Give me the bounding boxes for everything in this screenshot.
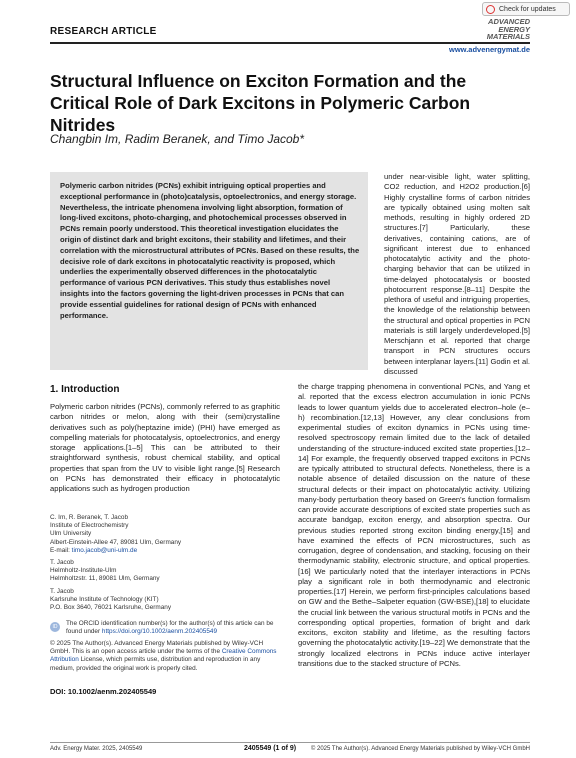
orcid-note xyxy=(66,620,280,636)
header-divider xyxy=(50,42,530,44)
cc-license-link[interactable]: Creative Commons Attribution xyxy=(50,648,277,664)
affiliation-line: C. Im, R. Beranek, T. Jacob xyxy=(50,514,129,521)
affiliation-line: Ulm University xyxy=(50,530,92,538)
author-list: Changbin Im, Radim Beranek, and Timo Jacob* xyxy=(50,132,305,146)
footer-copyright: © 2025 The Author(s). Advanced Energy Materials published by Wiley-VCH GmbH xyxy=(310,746,530,752)
affiliation-line: Helmholtzstr. 11, 89081 Ulm, Germany xyxy=(50,575,160,583)
email-link[interactable]: timo.jacob@uni-ulm.de xyxy=(71,546,138,554)
copyright-notice xyxy=(50,640,280,673)
logo-line: ENERGY xyxy=(498,24,530,34)
orcid-doi-link[interactable]: https://doi.org/10.1002/aenm.202405549 xyxy=(101,628,218,636)
affiliation-line: Helmholtz-Institute-Ulm xyxy=(50,567,117,575)
article-title: Structural Influence on Exciton Formation and the Critical Role of Dark Excitons in Polymeric Carbon Nitrides xyxy=(50,71,471,135)
logo-line: MATERIALS xyxy=(486,32,530,41)
affiliation-line: P.O. Box 3640, 76021 Karlsruhe, Germany xyxy=(50,604,172,612)
refresh-icon xyxy=(486,5,495,14)
affiliation-line: T. Jacob xyxy=(50,559,74,567)
check-for-updates-label: Check for updates xyxy=(499,6,556,13)
email-label: E-mail: xyxy=(50,546,70,554)
orcid-text: The ORCID identification number(s) for the author(s) of this article can be found under xyxy=(66,620,274,636)
footer-page-number: 2405549 (1 of 9) xyxy=(244,745,297,752)
check-for-updates-badge[interactable] xyxy=(482,2,570,16)
footer-citation: Adv. Energy Mater. 2025, 2405549 xyxy=(50,746,143,752)
abstract-text: Polymeric carbon nitrides (PCNs) exhibit intriguing optical properties and exceptional performance in (photo)catalysis, optoelectronics, and energy storage. Nevertheless, the intricate phenomena involving light absorption, formation of long-lived excitons, photo-charging, and photochemical processes observed in PCNs remain poorly understood. This theoretical investigation elucidates the origin of distinct dark and bright excitons, their stability and lifetimes, and their correlation with the microstructural attributes of PCNs. Based on these results, the decisive role of dark excitons in photocatalytic reactivity is proposed, which underlies the experimentally observed differences in the photocatalytic performance of various PCN derivatives. This study thus establishes novel insights into the factors governing the light-driven processes in PCNs that can provide essential guidelines for rational design of PCNs with enhanced performance. xyxy=(60,181,360,320)
article-doi: DOI: 10.1002/aenm.202405549 xyxy=(50,687,157,696)
intro-paragraph-1: Polymeric carbon nitrides (PCNs), commonly referred to as graphitic carbon nitrides or melon, along with their (semi)crystalline derivatives such as poly(heptazine imide) (PHI) have emerged as compelling materials for photocatalysis, optoelectronics, and energy storage applications.[1–5] This can be attributed to their straightforward synthesis, robust chemical stability, and optical properties that span from the UV to visible light range.[5] Research on PCNs has demonstrated their efficacy in photocatalytic applications such as hydrogen production xyxy=(50,402,280,493)
article-type-label: RESEARCH ARTICLE xyxy=(50,26,157,37)
author-affiliations xyxy=(50,514,280,612)
footer-divider xyxy=(50,742,530,743)
orcid-icon: ID xyxy=(50,622,60,632)
affiliation-email-row xyxy=(50,547,280,555)
copyright-pre: © 2025 The Author(s). Advanced Energy Materials published by Wiley-VCH GmbH. This is an open access article under the terms of the xyxy=(50,640,264,656)
intro-column2-top: under near-visible light, water splitting, CO2 reduction, and H2O2 production.[6] Highly crystalline forms of carbon nitrides are typically obtained using molten salt methods, resulting in highly ordered 2D structures.[7] Particularly, these derivatives, containing cations, are of significant interest due to enhanced photocatalytic activity and the photo-charging behavior that can be utilized in time-delayed photocatalysis or boosted photocurrent response.[8–11] Despite the plethora of useful and intriguing properties, the knowledge of the relationship between the structural and optical properties in PCN materials is still largely underdeveloped.[5] Merschjann et al. reported that charge transport in PCN structures occurs between interplanar layers.[11] Godin et al. discussed xyxy=(384,172,530,376)
journal-url-link[interactable]: www.advenergymat.de xyxy=(449,45,530,54)
logo-line: ADVANCED xyxy=(488,17,530,26)
affiliation-line: T. Jacob xyxy=(50,587,74,595)
journal-logo xyxy=(462,18,530,41)
intro-column2-continuation: the charge trapping phenomena in conventional PCNs, and Yang et al. reported that the excess electron accumulation in ionic PCNs leads to lower quantum yields due to accelerated electron–hole (e–h) recombination.[12,13] However, any clear conclusions from experimental studies of exciton dynamics in PCNs using time-resolved spectroscopy remain limited due to the lack of detailed understanding of the structure-induced excited state properties.[12–14] For example, the frequently observed trapped excitons in PCNs are typically attributed to structural defects. Nonetheless, there is a notable absence of detailed discussion on the nature of these structural defects or their impact on photocatalytic activity. Utilizing many-body perturbation theory based on Green's function formalism can provide accurate descriptions of excited state properties such as accurate bandgap, exciton energy, and absorption spectra. Our previous studies reported strong exciton binding energy,[15] and have examined the effects of PCN microstructures, such as corrugation, degree of condensation, and stacking, focusing on their thermodynamic stability, electronic structure, and optical properties.[16] We particularly noted that the interlayer interactions in PCNs play a significant role in both thermodynamic and electronic properties.[17] Herein, we perform first-principles calculations based on GW and the Bethe–Salpeter equation (GW-BSE),[18] to elucidate the crucial link between the various structural motifs in PCNs and the corresponding optical properties, formation of bright and dark excitons, exciton stability and lifetime, as the resulting factors governing the photocatalytic activity.[19–22] We demonstrate that the strongly localized electrons in PCNs induce active interlayer transitions due to the stacked structure of PCNs. xyxy=(298,382,530,668)
copyright-post: License, which permits use, distribution and reproduction in any medium, provided the original work is properly cited. xyxy=(50,656,261,672)
affiliation-line: Institute of Electrochemistry xyxy=(50,522,129,530)
affiliation-line: Albert-Einstein-Allee 47, 89081 Ulm, Germany xyxy=(50,538,182,546)
affiliation-line: Karlsruhe Institute of Technology (KIT) xyxy=(50,595,159,603)
section-heading-introduction: 1. Introduction xyxy=(50,384,120,395)
